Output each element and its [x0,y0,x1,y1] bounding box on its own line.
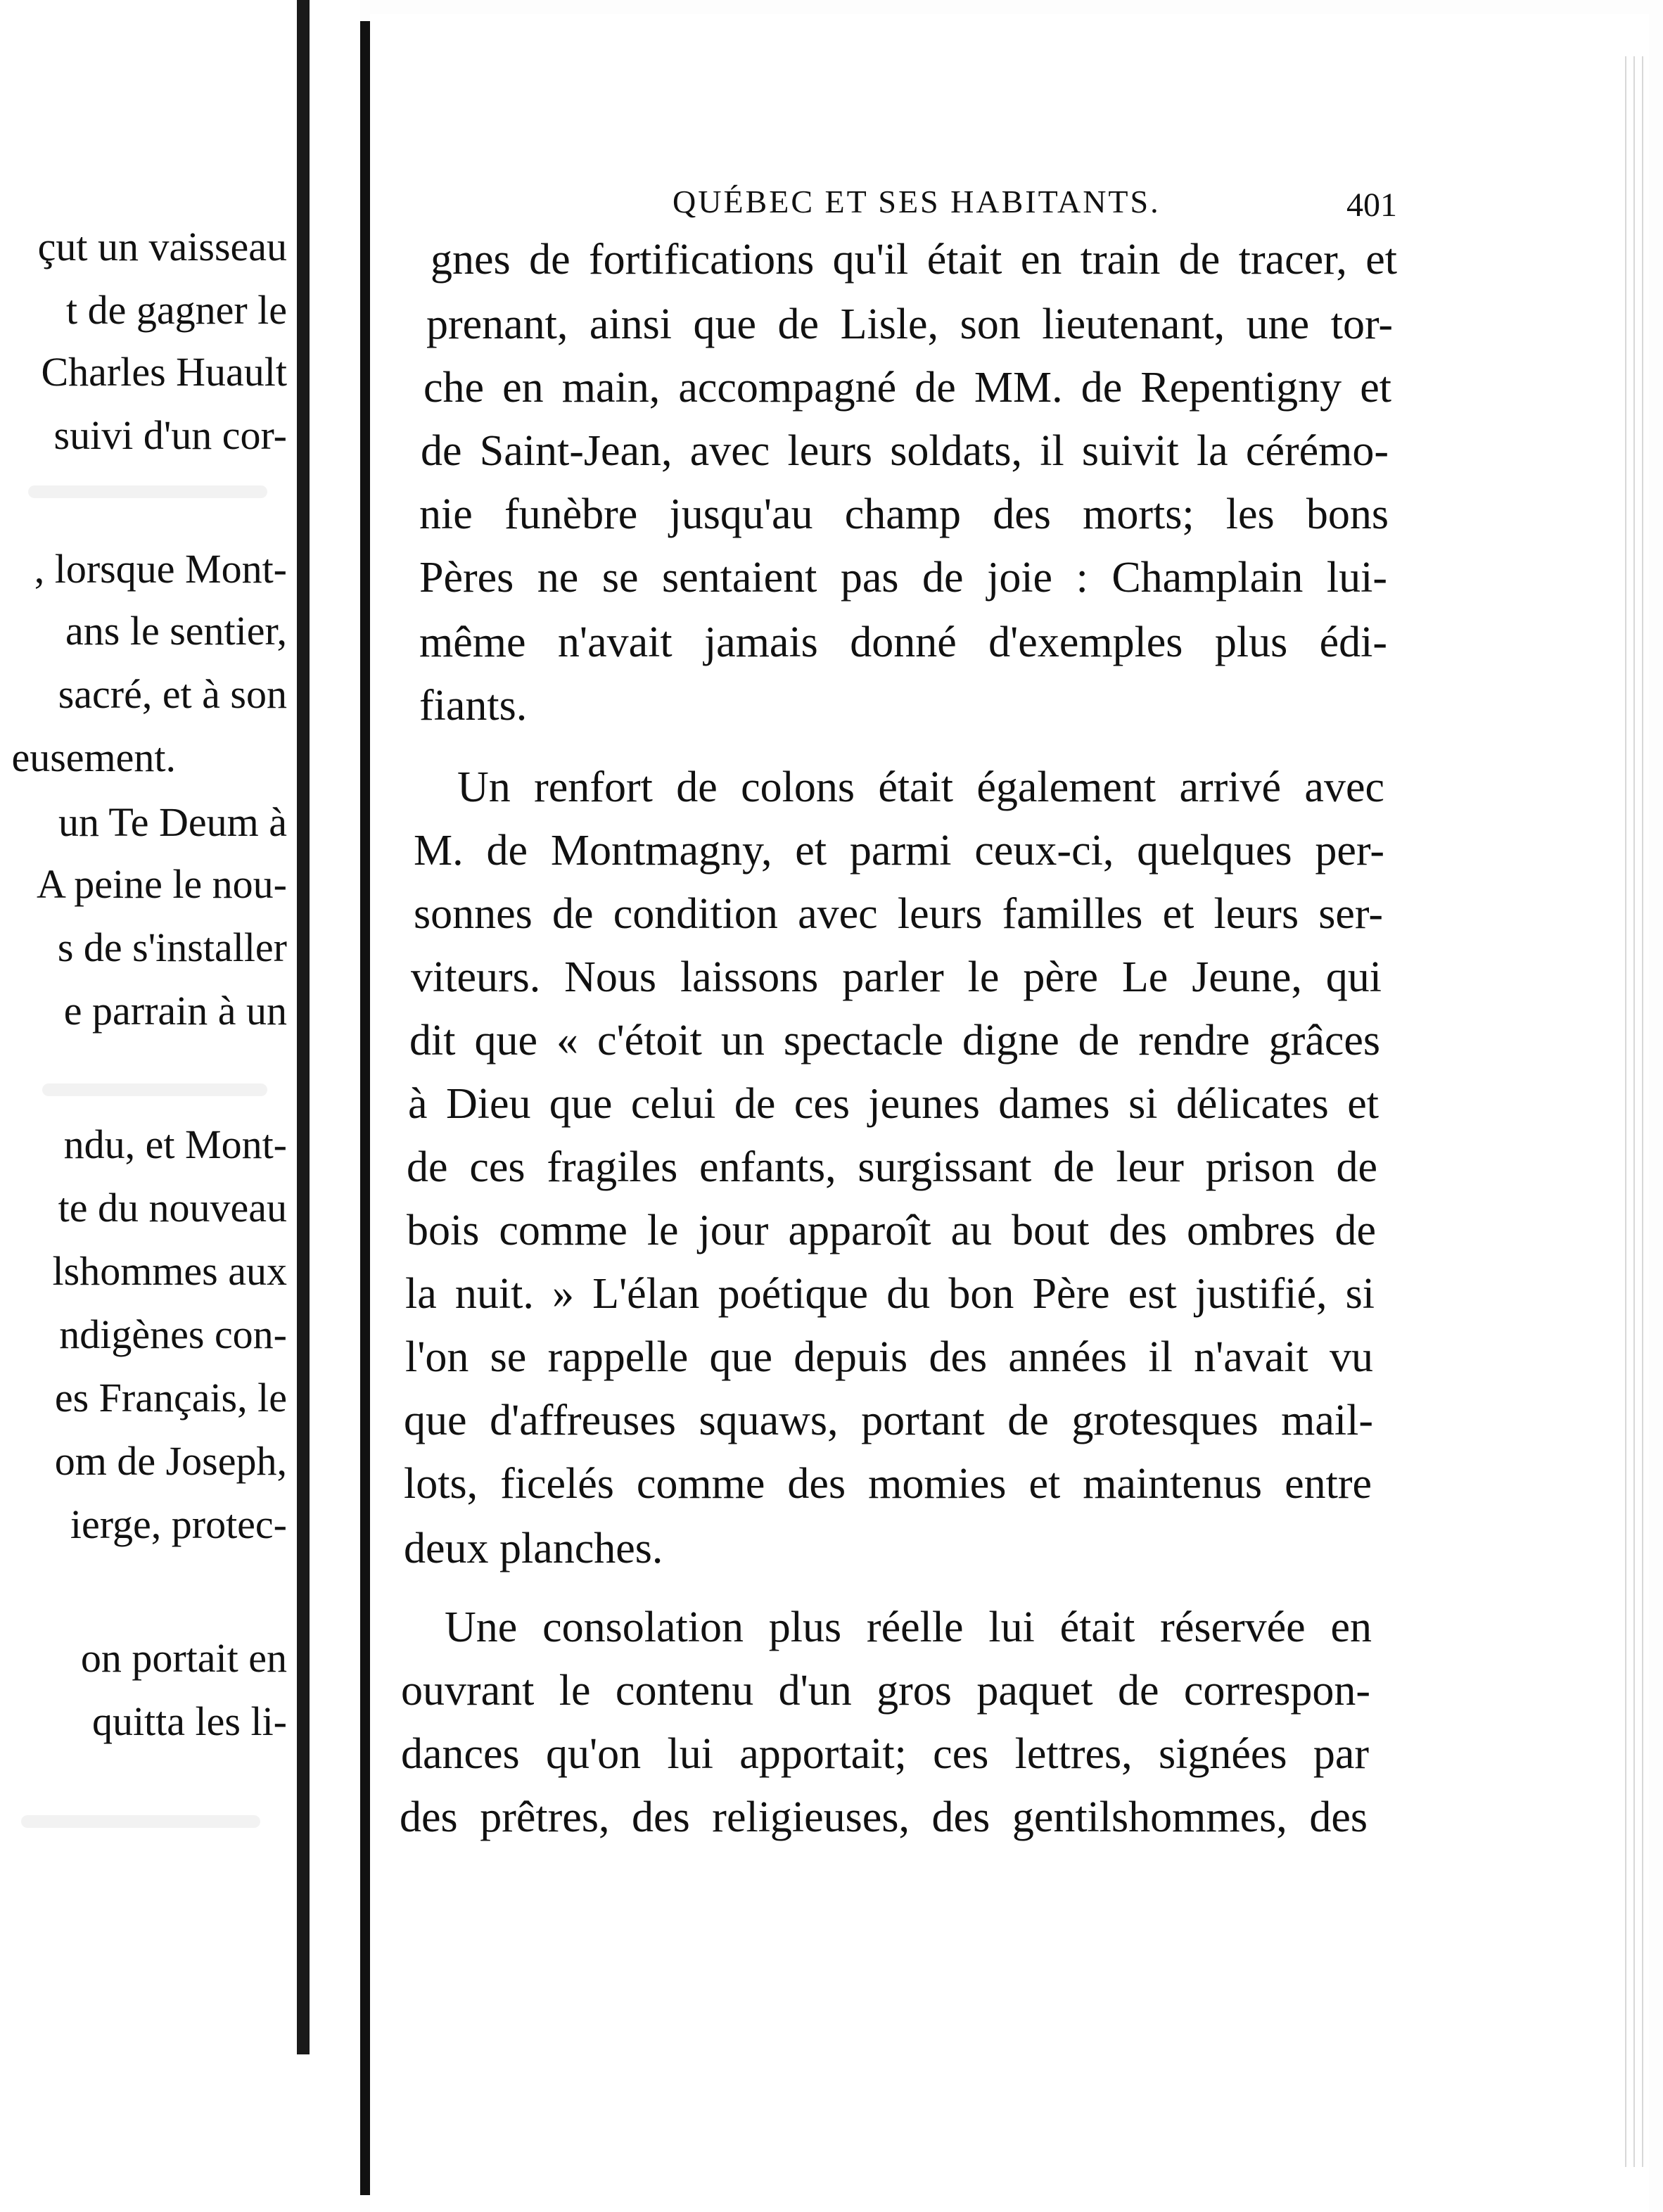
body-line: l'on se rappelle que depuis des années il n'avait vu [405,1333,1373,1381]
left-line: ndigènes con- [59,1311,287,1357]
left-line: , lorsque Mont- [34,546,287,592]
body-line: Une consolation plus réelle lui était réservée en [445,1603,1372,1651]
left-line: e parrain à un [63,988,287,1034]
left-line: quitta les li- [91,1698,287,1744]
left-line: es Français, le [54,1375,287,1420]
body-line: la nuit. » L'élan poétique du bon Père est justifié, si [405,1270,1375,1318]
body-line: sonnes de condition avec leurs familles et leurs ser- [414,890,1383,938]
show-through-mark [21,1815,260,1828]
page-number: 401 [1346,186,1397,224]
left-line: ierge, protec- [70,1501,287,1547]
body-line: deux planches. [404,1525,663,1572]
body-line: Un renfort de colons était également arrivé avec [457,763,1384,811]
left-line: s de s'installer [57,924,287,970]
left-line: A peine le nou- [37,861,287,907]
body-line: nie funèbre jusqu'au champ des morts; les bons [419,490,1389,538]
right-page [370,14,1649,2212]
left-line: ndu, et Mont- [63,1121,287,1167]
body-line: che en main, accompagné de MM. de Repentigny et [423,364,1391,412]
body-line: dit que « c'étoit un spectacle digne de rendre grâces [409,1017,1380,1064]
binding-shadow [297,0,310,2054]
body-line: dances qu'on lui apportait; ces lettres, signées par [401,1730,1369,1778]
body-line: bois comme le jour apparoît au bout des ombres de [407,1207,1376,1254]
body-line: que d'affreuses squaws, portant de grotesques mail- [404,1397,1373,1444]
left-line: lshommes aux [52,1248,287,1294]
left-line: suivi d'un cor- [53,412,287,458]
body-line: Pères ne se sentaient pas de joie : Champlain lui- [419,554,1387,602]
stacked-page-edges [1621,56,1649,2167]
running-head: QUÉBEC ET SES HABITANTS. [673,184,1161,220]
body-line: viteurs. Nous laissons parler le père Le Jeune, qui [411,953,1382,1001]
left-line: te du nouveau [58,1185,287,1231]
left-line: sacré, et à son [58,671,287,717]
body-line: à Dieu que celui de ces jeunes dames si délicates et [408,1080,1379,1128]
body-line: des prêtres, des religieuses, des gentilshommes, des [400,1793,1368,1841]
body-line: M. de Montmagny, et parmi ceux-ci, quelques per- [414,827,1384,875]
body-line: de ces fragiles enfants, surgissant de leur prison de [407,1143,1377,1191]
body-line: de Saint-Jean, avec leurs soldats, il suivit la cérémo- [421,427,1389,475]
body-line: prenant, ainsi que de Lisle, son lieutenant, une tor- [426,300,1393,348]
left-line: t de gagner le [65,287,287,333]
binding-gap [310,0,360,2212]
body-line: gnes de fortifications qu'il était en train de tracer, et [431,236,1397,284]
left-line: çut un vaisseau [37,224,287,269]
left-line: Charles Huault [41,349,287,395]
left-line: om de Joseph, [54,1438,287,1484]
page-edge-line [360,21,370,2195]
left-line: un Te Deum à [58,799,287,845]
left-line: eusement. [11,735,176,780]
body-line: ouvrant le contenu d'un gros paquet de correspon- [401,1667,1370,1715]
body-line: même n'avait jamais donné d'exemples plus édi- [419,618,1387,666]
left-line: on portait en [80,1635,287,1681]
body-line: lots, ficelés comme des momies et maintenus entre [404,1460,1372,1508]
body-line: fiants. [419,682,528,730]
left-line: ans le sentier, [65,608,287,654]
show-through-mark [42,1083,267,1096]
show-through-mark [28,485,267,498]
